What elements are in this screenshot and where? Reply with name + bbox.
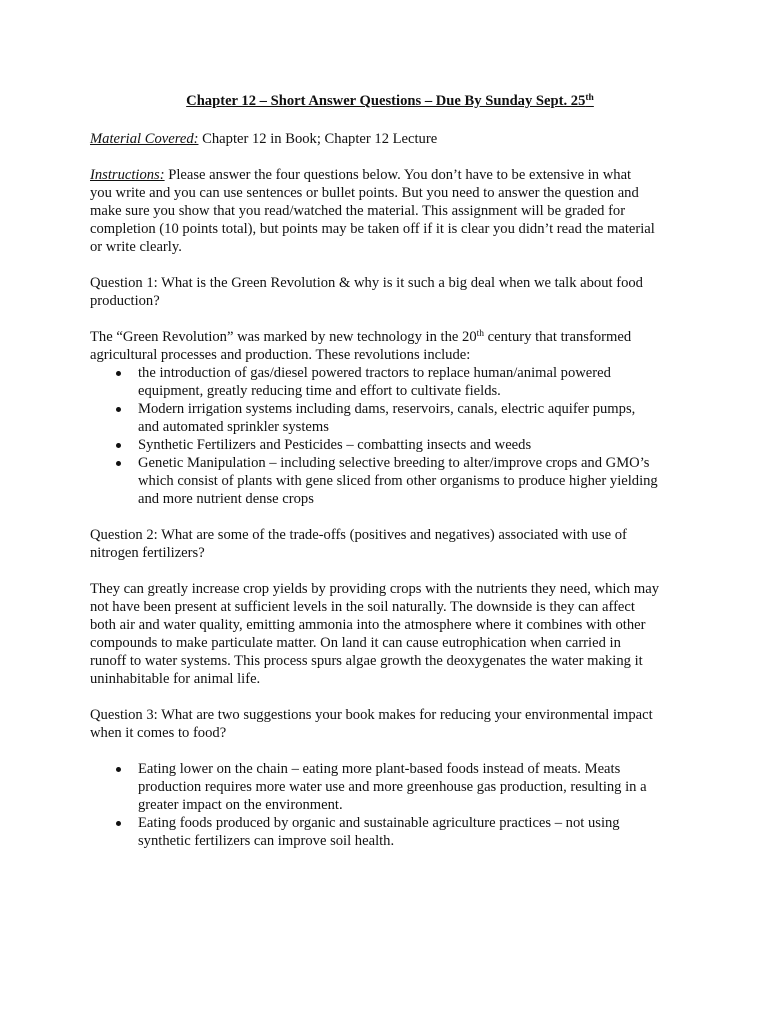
list-item: the introduction of gas/diesel powered tractors to replace human/animal powered equipment, greatly reducing time and effort to cultivate fields. xyxy=(90,364,690,400)
question-1: Question 1: What is the Green Revolution & why is it such a big deal when we talk about food production? xyxy=(90,275,643,309)
list-item: Eating lower on the chain – eating more plant-based foods instead of meats. Meats production requires more water use and more greenhouse gas production, resulting in a greater impact on the environment. xyxy=(90,760,690,814)
answer-1-intro: The “Green Revolution” was marked by new technology in the 20th century that transformed agricultural processes and production. These revolutions include: xyxy=(90,329,632,363)
page-title: Chapter 12 – Short Answer Questions – Due By Sunday Sept. 25th xyxy=(186,93,594,109)
question-2: Question 2: What are some of the trade-offs (positives and negatives) associated with use of nitrogen fertilizers? xyxy=(90,527,627,561)
bullet-icon xyxy=(116,821,121,826)
list-item: Eating foods produced by organic and sustainable agriculture practices – not using synthetic fertilizers can improve soil health. xyxy=(90,814,690,850)
answer-1-list xyxy=(90,364,690,508)
bullet-icon xyxy=(116,407,121,412)
question-3: Question 3: What are two suggestions your book makes for reducing your environmental impact when it comes to food? xyxy=(90,707,653,741)
list-item: Genetic Manipulation – including selective breeding to alter/improve crops and GMO’s which consist of plants with gene sliced from other organisms to produce higher yielding and more nutrient dense crops xyxy=(90,454,690,508)
list-item: Modern irrigation systems including dams, reservoirs, canals, electric aquifer pumps, and automated sprinkler systems xyxy=(90,400,690,436)
answer-3-list xyxy=(90,760,690,850)
bullet-icon xyxy=(116,767,121,772)
material-covered: Material Covered: Chapter 12 in Book; Chapter 12 Lecture xyxy=(90,131,438,147)
list-item: Synthetic Fertilizers and Pesticides – combatting insects and weeds xyxy=(90,436,690,454)
answer-2: They can greatly increase crop yields by providing crops with the nutrients they need, which may not have been present at sufficient levels in the soil naturally. The downside is they can affect both air and water quality, emitting ammonia into the atmosphere where it combines with other compounds to make particulate matter. On land it can cause eutrophication when carried in runoff to water systems. This process spurs algae growth the deoxygenates the water making it uninhabitable for animal life. xyxy=(90,581,659,687)
instructions: Instructions: Please answer the four questions below. You don’t have to be extensive in what you write and you can use sentences or bullet points. But you need to answer the question and make sure you show that you read/watched the material. This assignment will be graded for completion (10 points total), but points may be taken off if it is clear you didn’t read the material or write clearly. xyxy=(90,167,655,255)
bullet-icon xyxy=(116,371,121,376)
bullet-icon xyxy=(116,443,121,448)
instructions-label: Instructions: xyxy=(90,167,165,183)
document-body xyxy=(90,92,690,850)
bullet-icon xyxy=(116,461,121,466)
